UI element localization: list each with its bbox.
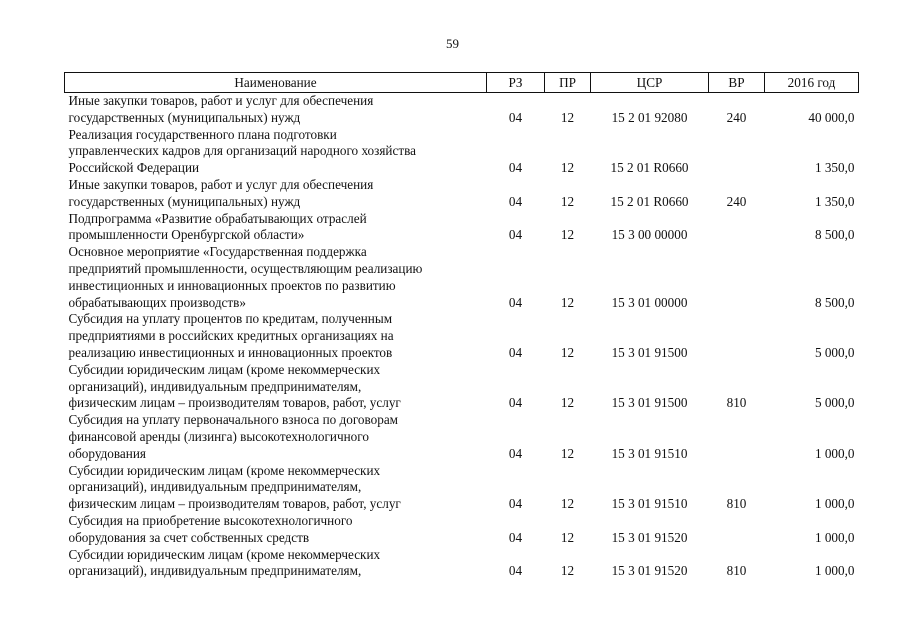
row-csr: 15 3 01 91500 bbox=[611, 395, 688, 411]
row-csr: 15 3 00 00000 bbox=[611, 227, 688, 243]
row-name bbox=[65, 513, 487, 547]
row-pr: 12 bbox=[560, 496, 575, 512]
row-vr bbox=[709, 244, 765, 311]
row-pr: 12 bbox=[560, 109, 575, 125]
row-csr: 15 3 01 00000 bbox=[611, 294, 688, 310]
row-name-line: Реализация государственного плана подготовки bbox=[68, 126, 337, 142]
row-sum: 40 000,0 bbox=[808, 109, 855, 125]
row-name bbox=[65, 547, 487, 581]
row-name-line: Российской Федерации bbox=[68, 160, 200, 176]
row-csr: 15 2 01 92080 bbox=[611, 109, 688, 125]
row-pr: 12 bbox=[560, 344, 575, 360]
row-vr bbox=[709, 412, 765, 462]
row-pr: 12 bbox=[560, 227, 575, 243]
row-csr: 15 3 01 91500 bbox=[611, 344, 688, 360]
row-name-line: предприятий промышленности, осуществляющим реализацию bbox=[68, 260, 423, 276]
row-sum: 8 500,0 bbox=[814, 294, 855, 310]
row-sum: 5 000,0 bbox=[814, 344, 855, 360]
row-rz: 04 bbox=[508, 227, 523, 243]
row-name-line: Иные закупки товаров, работ и услуг для обеспечения bbox=[68, 93, 374, 108]
table-row bbox=[65, 127, 859, 177]
row-csr: 15 3 01 91520 bbox=[611, 563, 688, 579]
row-name-line: оборудования за счет собственных средств bbox=[68, 529, 310, 545]
header-year: 2016 год bbox=[765, 73, 859, 93]
row-name bbox=[65, 244, 487, 311]
row-sum: 1 000,0 bbox=[814, 563, 855, 579]
row-name bbox=[65, 463, 487, 513]
row-name-line: государственных (муниципальных) нужд bbox=[68, 193, 301, 209]
row-name-line: физическим лицам – производителям товаров, работ, услуг bbox=[68, 496, 401, 512]
row-csr: 15 2 01 R0660 bbox=[610, 193, 689, 209]
row-name-line: Иные закупки товаров, работ и услуг для обеспечения bbox=[68, 176, 374, 192]
row-sum: 1 350,0 bbox=[814, 160, 855, 176]
table-row bbox=[65, 177, 859, 211]
row-name-line: организаций), индивидуальным предпринимателям, bbox=[68, 563, 362, 579]
row-vr bbox=[709, 513, 765, 547]
row-vr: 240 bbox=[726, 193, 747, 209]
row-name-line: инвестиционных и инновационных проектов по развитию bbox=[68, 277, 396, 293]
row-pr: 12 bbox=[560, 445, 575, 461]
header-vr: ВР bbox=[709, 73, 765, 93]
row-csr: 15 3 01 91520 bbox=[611, 529, 688, 545]
row-sum: 1 000,0 bbox=[814, 445, 855, 461]
row-name bbox=[65, 362, 487, 412]
table-row bbox=[65, 513, 859, 547]
table-row bbox=[65, 463, 859, 513]
row-rz: 04 bbox=[508, 496, 523, 512]
row-name-line: физическим лицам – производителям товаров, работ, услуг bbox=[68, 395, 401, 411]
row-name-line: Субсидии юридическим лицам (кроме некоммерческих bbox=[68, 546, 381, 562]
row-name bbox=[65, 311, 487, 361]
row-rz: 04 bbox=[508, 563, 523, 579]
row-pr: 12 bbox=[560, 160, 575, 176]
row-vr: 240 bbox=[726, 109, 747, 125]
table-row bbox=[65, 311, 859, 361]
row-name-line: Субсидии юридическим лицам (кроме некоммерческих bbox=[68, 361, 381, 377]
row-name-line: оборудования bbox=[68, 445, 146, 461]
row-vr: 810 bbox=[726, 496, 747, 512]
row-vr: 810 bbox=[726, 395, 747, 411]
row-sum: 1 000,0 bbox=[814, 496, 855, 512]
row-name-line: Субсидии юридическим лицам (кроме некоммерческих bbox=[68, 462, 381, 478]
table-body bbox=[65, 93, 859, 581]
page-number: 59 bbox=[446, 36, 459, 51]
row-rz: 04 bbox=[508, 445, 523, 461]
row-rz: 04 bbox=[508, 395, 523, 411]
row-name-line: финансовой аренды (лизинга) высокотехнологичного bbox=[68, 428, 369, 444]
row-vr bbox=[709, 127, 765, 177]
row-name bbox=[65, 412, 487, 462]
row-rz: 04 bbox=[508, 109, 523, 125]
row-csr: 15 3 01 91510 bbox=[611, 496, 688, 512]
row-name-line: организаций), индивидуальным предпринимателям, bbox=[68, 378, 362, 394]
table-header-row bbox=[65, 73, 859, 93]
header-name: Наименование bbox=[65, 73, 487, 93]
row-name bbox=[65, 211, 487, 245]
row-name bbox=[65, 127, 487, 177]
row-name-line: Подпрограмма «Развитие обрабатывающих отраслей bbox=[68, 210, 367, 226]
row-rz: 04 bbox=[508, 193, 523, 209]
row-sum: 1 000,0 bbox=[814, 529, 855, 545]
row-name-line: организаций), индивидуальным предпринимателям, bbox=[68, 479, 362, 495]
budget-table bbox=[64, 72, 859, 580]
row-vr bbox=[709, 311, 765, 361]
row-sum: 5 000,0 bbox=[814, 395, 855, 411]
row-pr: 12 bbox=[560, 395, 575, 411]
row-pr: 12 bbox=[560, 529, 575, 545]
row-vr bbox=[709, 211, 765, 245]
row-name-line: предприятиями в российских кредитных организациях на bbox=[68, 328, 394, 344]
row-rz: 04 bbox=[508, 529, 523, 545]
row-sum: 8 500,0 bbox=[814, 227, 855, 243]
row-name bbox=[65, 93, 487, 127]
row-csr: 15 2 01 R0660 bbox=[610, 160, 689, 176]
header-rz: РЗ bbox=[487, 73, 545, 93]
row-name-line: Субсидия на уплату процентов по кредитам, полученным bbox=[68, 311, 393, 327]
table-row bbox=[65, 362, 859, 412]
row-pr: 12 bbox=[560, 563, 575, 579]
row-pr: 12 bbox=[560, 193, 575, 209]
table-row bbox=[65, 412, 859, 462]
row-name-line: реализацию инвестиционных и инновационных проектов bbox=[68, 344, 393, 360]
row-name bbox=[65, 177, 487, 211]
header-pr: ПР bbox=[545, 73, 591, 93]
table-row bbox=[65, 211, 859, 245]
row-name-line: Субсидия на приобретение высокотехнологичного bbox=[68, 512, 353, 528]
row-name-line: промышленности Оренбургской области» bbox=[68, 227, 305, 243]
row-vr: 810 bbox=[726, 563, 747, 579]
table-row bbox=[65, 244, 859, 311]
row-name-line: обрабатывающих производств» bbox=[68, 294, 246, 310]
table-row bbox=[65, 93, 859, 127]
row-name-line: Субсидия на уплату первоначального взноса по договорам bbox=[68, 412, 399, 428]
row-name-line: управленческих кадров для организаций народного хозяйства bbox=[68, 143, 416, 159]
table-row bbox=[65, 547, 859, 581]
row-rz: 04 bbox=[508, 160, 523, 176]
row-pr: 12 bbox=[560, 294, 575, 310]
row-sum: 1 350,0 bbox=[814, 193, 855, 209]
row-csr: 15 3 01 91510 bbox=[611, 445, 688, 461]
row-rz: 04 bbox=[508, 294, 523, 310]
row-name-line: Основное мероприятие «Государственная поддержка bbox=[68, 244, 367, 260]
row-rz: 04 bbox=[508, 344, 523, 360]
header-csr: ЦСР bbox=[591, 73, 709, 93]
row-name-line: государственных (муниципальных) нужд bbox=[68, 109, 301, 125]
